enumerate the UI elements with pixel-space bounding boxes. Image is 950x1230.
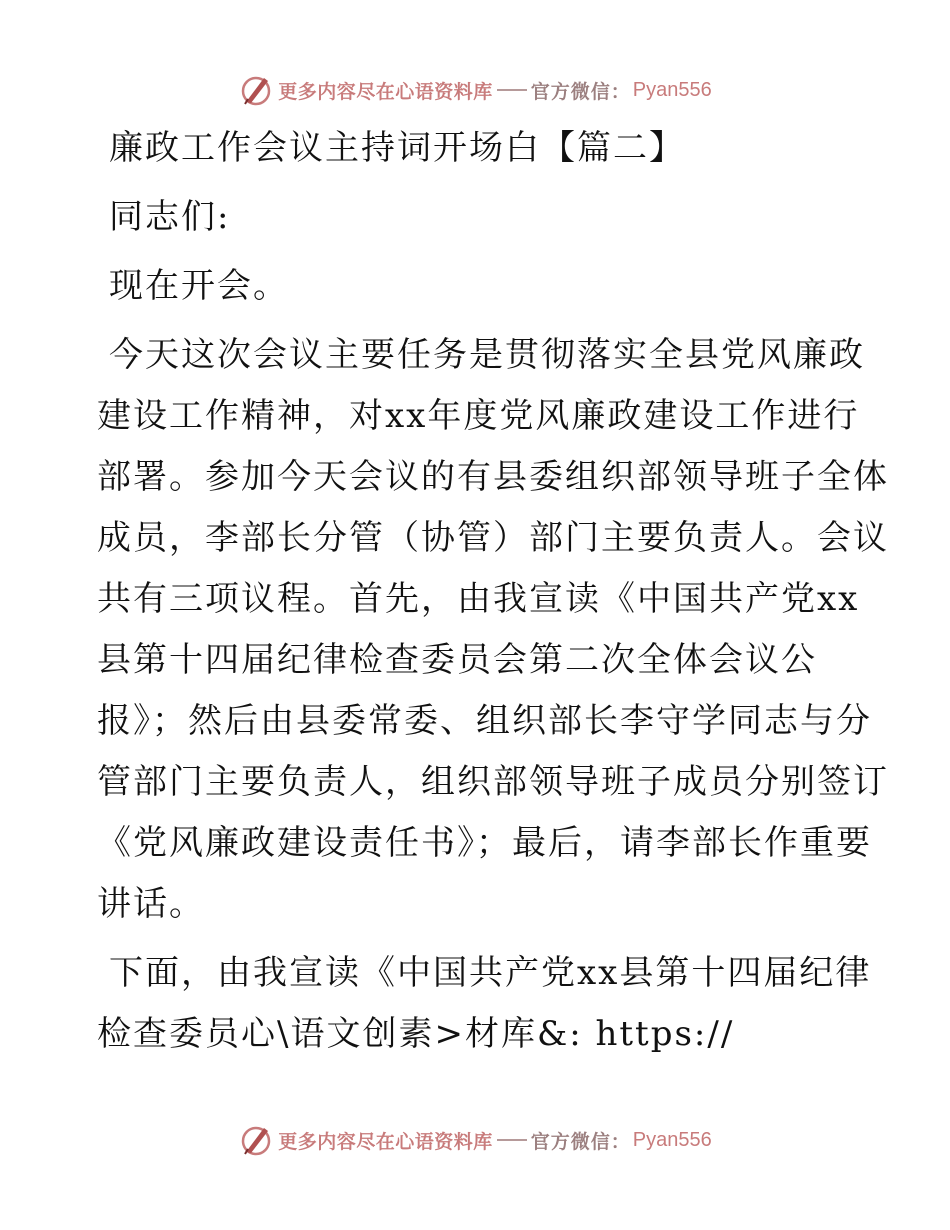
paragraph-2 bbox=[97, 943, 872, 1065]
paragraph-line: 今天这次会议主要任务是贯彻落实全县党风廉政 bbox=[109, 335, 865, 375]
wechat-id: Pyan556 bbox=[632, 78, 712, 101]
wechat-label: 官方微信： bbox=[530, 1130, 631, 1153]
wechat-id: Pyan556 bbox=[632, 1128, 712, 1151]
salutation: 同志们: bbox=[109, 197, 231, 237]
paragraph-line: 共有三项议程。首先，由我宣读《中国共产党xx bbox=[97, 579, 860, 619]
banner-divider bbox=[497, 1139, 527, 1141]
header-banner bbox=[0, 68, 950, 112]
wechat-label: 官方微信： bbox=[530, 80, 631, 103]
opening-line: 现在开会。 bbox=[109, 266, 289, 306]
paragraph-line: 建设工作精神，对xx年度党风廉政建设工作进行 bbox=[97, 396, 860, 436]
paragraph-line: 成员，李部长分管（协管）部门主要负责人。会议 bbox=[97, 518, 889, 558]
banner-divider bbox=[497, 89, 527, 91]
paragraph-line: 讲话。 bbox=[97, 884, 205, 924]
footer-banner bbox=[0, 1118, 950, 1162]
quill-pen-icon bbox=[238, 1122, 274, 1158]
quill-pen-icon bbox=[238, 72, 274, 108]
paragraph-line: 《党风廉政建设责任书》；最后，请李部长作重要 bbox=[97, 823, 872, 863]
banner-text: 更多内容尽在心语资料库 bbox=[278, 80, 493, 103]
paragraph-line: 部署。参加今天会议的有县委组织部领导班子全体 bbox=[97, 457, 889, 497]
paragraph-line: 县第十四届纪律检查委员会第二次全体会议公 bbox=[97, 640, 817, 680]
paragraph-line: 检查委员心\语文创素>材库&: https:// bbox=[97, 1014, 735, 1054]
paragraph-line: 下面，由我宣读《中国共产党xx县第十四届纪律 bbox=[109, 953, 872, 993]
paragraph-line: 报》；然后由县委常委、组织部长李守学同志与分 bbox=[97, 701, 872, 741]
document-body bbox=[97, 118, 889, 1065]
paragraph-1 bbox=[97, 325, 889, 935]
banner-text: 更多内容尽在心语资料库 bbox=[278, 1130, 493, 1153]
paragraph-line: 管部门主要负责人，组织部领导班子成员分别签订 bbox=[97, 762, 889, 802]
document-title: 廉政工作会议主持词开场白【篇二】 bbox=[109, 128, 685, 168]
